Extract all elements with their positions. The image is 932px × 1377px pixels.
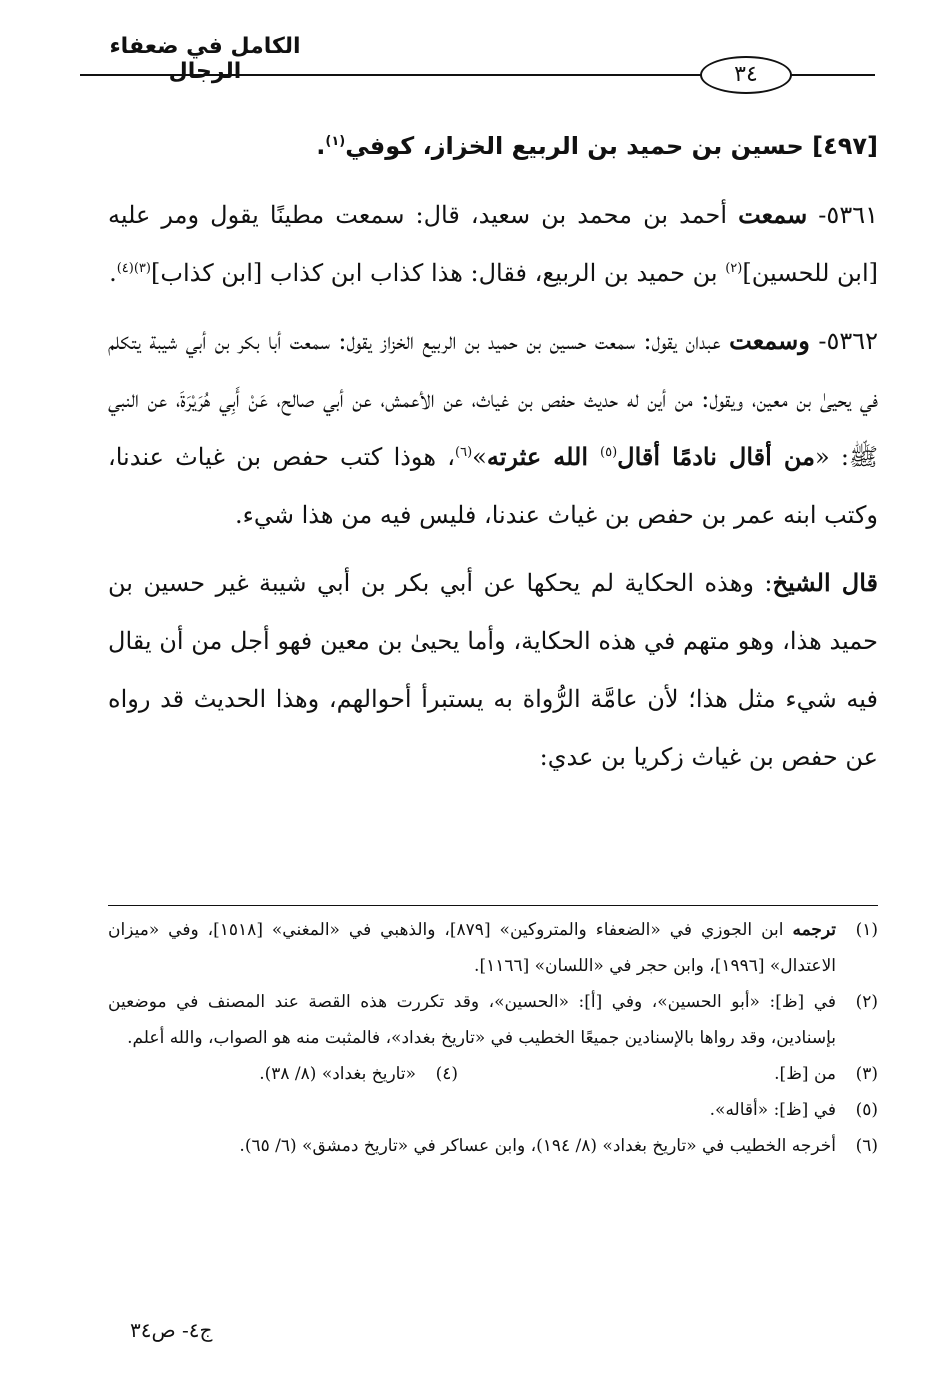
- footnote-text: [108, 912, 836, 984]
- footnote-text: «تاريخ بغداد» (٨/ ٣٨).: [259, 1064, 416, 1084]
- footnote-number: (٥): [855, 1100, 878, 1120]
- footnote-row-3-4: [108, 1056, 878, 1092]
- footnote-text: في [ظ]: «أبو الحسين»، وفي [أ]: «الحسين»، وقد تكررت هذه القصة عند المصنف في موضعين بإسنادين، وقد رواها بالإسنادين جميعًا الخطيب في «تاريخ بغداد»، فالمثبت منه هو الصواب، والله أعلم.: [108, 992, 836, 1048]
- footnote-number: (٦): [855, 1136, 878, 1156]
- narration-text: بن حميد بن الربيع، فقال: هذا كذاب ابن كذاب [ابن كذاب]: [150, 259, 726, 287]
- footnote-2: [108, 984, 878, 1056]
- footnote-3: [458, 1056, 878, 1092]
- footnote-number: (٢): [855, 992, 878, 1012]
- footnote-rule: [108, 905, 878, 906]
- entry-title: [108, 120, 878, 172]
- footnote-ref: (٢): [725, 261, 743, 276]
- sheikh-commentary: [108, 554, 878, 786]
- footnote-number: (١): [855, 920, 878, 940]
- narration-text: .: [109, 259, 117, 287]
- footnote-lead: ترجمه: [792, 920, 837, 940]
- footnote-ref: (٣)(٤): [116, 261, 151, 276]
- entry-title-end: .: [316, 132, 326, 160]
- footnote-1: [108, 912, 878, 984]
- footnote-text: في [ظ]: «أقاله».: [709, 1100, 836, 1120]
- page-reference: ج٤- ص٣٤: [130, 1318, 213, 1342]
- narration-text: ، هوذا كتب حفص بن غياث عندنا، وكتب ابنه عمر بن حفص بن غياث عندنا، فليس فيه من هذا شيء.: [108, 443, 878, 529]
- hadith-quote: الله عثرته: [486, 442, 601, 471]
- narration-text: عبدان يقول: سمعت حسين بن حميد بن الربيع الخزاز يقول: سمعت أبا بكر بن أبي شيبة يتكلم في يحيىٰ بن معين، ويقول: من أين له حديث حفص بن غياث، عن الأعمش، عن أبي صالح، عَنْ أَبِي هُرَيْرَةَ، عن النبي ﷺ: «: [108, 327, 879, 471]
- footnote-5: [108, 1092, 878, 1128]
- hadith-quote: من أقال نادمًا أقال: [617, 442, 815, 471]
- narration-5362: [108, 312, 878, 544]
- narration-number: ٥٣٦٢-: [809, 327, 878, 355]
- footnote-ref: (١): [325, 134, 346, 149]
- footnote-number: (٤): [435, 1064, 458, 1084]
- narration-lead: سمعت: [738, 200, 808, 229]
- narration-lead: وسمعت: [729, 326, 810, 355]
- footnote-4: [128, 1056, 458, 1092]
- page-number-oval: [700, 56, 792, 94]
- footnote-ref: (٥): [600, 445, 618, 460]
- page-number: ٣٤: [734, 62, 758, 87]
- narration-5361: [108, 186, 878, 302]
- narration-text: »: [472, 443, 487, 471]
- narration-text: أحمد بن محمد بن سعيد، قال: سمعت مطينًا يقول ومر عليه [ابن للحسين]: [108, 201, 878, 287]
- narration-number: ٥٣٦١-: [807, 201, 878, 229]
- footnote-text: من [ظ].: [774, 1064, 836, 1084]
- entry-title-text: [٤٩٧] حسين بن حميد بن الربيع الخزاز، كوفي: [345, 132, 878, 160]
- footnote-6: [108, 1128, 878, 1164]
- main-text: [108, 120, 878, 786]
- footnote-number: (٣): [855, 1064, 878, 1084]
- commentary-lead: قال الشيخ: [772, 568, 878, 597]
- commentary-text: : وهذه الحكاية لم يحكها عن أبي بكر بن أبي شيبة غير حسين بن حميد هذا، وهو متهم في هذه الحكاية، وأما يحيىٰ بن معين فهو أجل من أن يقال فيه شيء مثل هذا؛ لأن عامَّة الرُّواة به يستبرأ أحوالهم، وهذا الحديث قد رواه عن حفص بن غياث زكريا بن عدي:: [108, 569, 878, 771]
- running-header-title: الكامل في ضعفاء الرجال: [109, 34, 301, 84]
- footnote-body: ابن الجوزي في «الضعفاء والمتروكين» [٨٧٩]، والذهبي في «المغني» [١٥١٨]، وفي «ميزان الاعتدال» [١٩٩٦]، وابن حجر في «اللسان» [١١٦٦].: [108, 920, 836, 976]
- footnote-ref: (٦): [455, 445, 473, 460]
- footnote-text: أخرجه الخطيب في «تاريخ بغداد» (٨/ ١٩٤)، وابن عساكر في «تاريخ دمشق» (٦/ ٦٥).: [239, 1136, 836, 1156]
- footnotes: [108, 912, 878, 1164]
